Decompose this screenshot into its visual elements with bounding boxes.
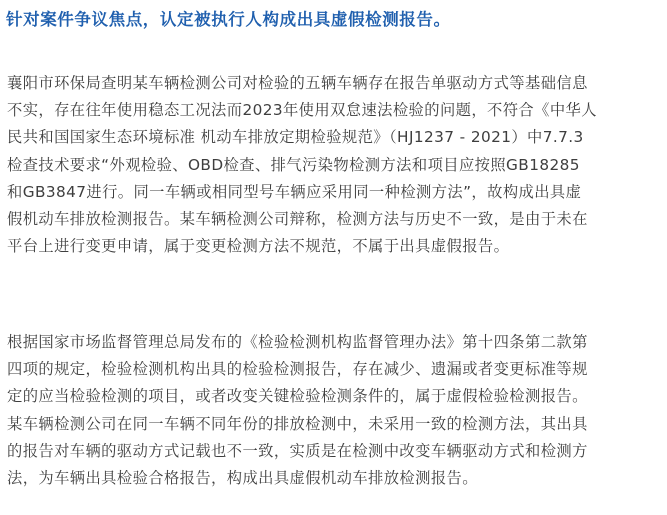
text-line: 不实，存在往年使用稳态工况法而2023年使用双怠速法检验的问题，不符合《中华人 — [7, 101, 597, 120]
text-line: 四项的规定，检验检测机构出具的检验检测报告，存在减少、遗漏或者变更标准等规 — [7, 360, 588, 379]
text-line: 假机动车排放检测报告。某车辆检测公司辩称，检测方法与历史不一致，是由于未在 — [7, 209, 588, 228]
text-line: 法，为车辆出具检验合格报告，构成出具虚假机动车排放检测报告。 — [7, 468, 478, 487]
text-line: 和GB3847进行。同一车辆或相同型号车辆应采用同一种检测方法”，故构成出具虚 — [7, 182, 582, 201]
text-line: 襄阳市环保局查明某车辆检测公司对检验的五辆车辆存在报告单驱动方式等基础信息 — [7, 74, 588, 92]
paragraph-findings — [7, 70, 597, 260]
text-line: 民共和国国家生态环境标准 机动车排放定期检验规范》（HJ1237 - 2021）中7.7.3 — [7, 128, 584, 147]
text-line: 定的应当检验检测的项目，或者改变关键检验检测条件的，属于虚假检验检测报告。 — [7, 387, 588, 406]
paragraph-legal-basis — [7, 329, 588, 492]
text-line: 某车辆检测公司在同一车辆不同年份的排放检测中，未采用一致的检测方法，其出具 — [7, 414, 588, 433]
text-line: 平台上进行变更申请，属于变更检测方法不规范，不属于出具虚假报告。 — [7, 237, 510, 256]
text-line: 检查技术要求“外观检验、OBD检查、排气污染物检测方法和项目应按照GB18285 — [7, 155, 580, 174]
section-heading: 针对案件争议焦点，认定被执行人构成出具虚假检测报告。 — [6, 10, 451, 29]
text-line: 根据国家市场监督管理总局发布的《检验检测机构监督管理办法》第十四条第二款第 — [7, 333, 588, 351]
text-line: 的报告对车辆的驱动方式记载也不一致，实质是在检测中改变车辆驱动方式和检测方 — [7, 441, 588, 460]
